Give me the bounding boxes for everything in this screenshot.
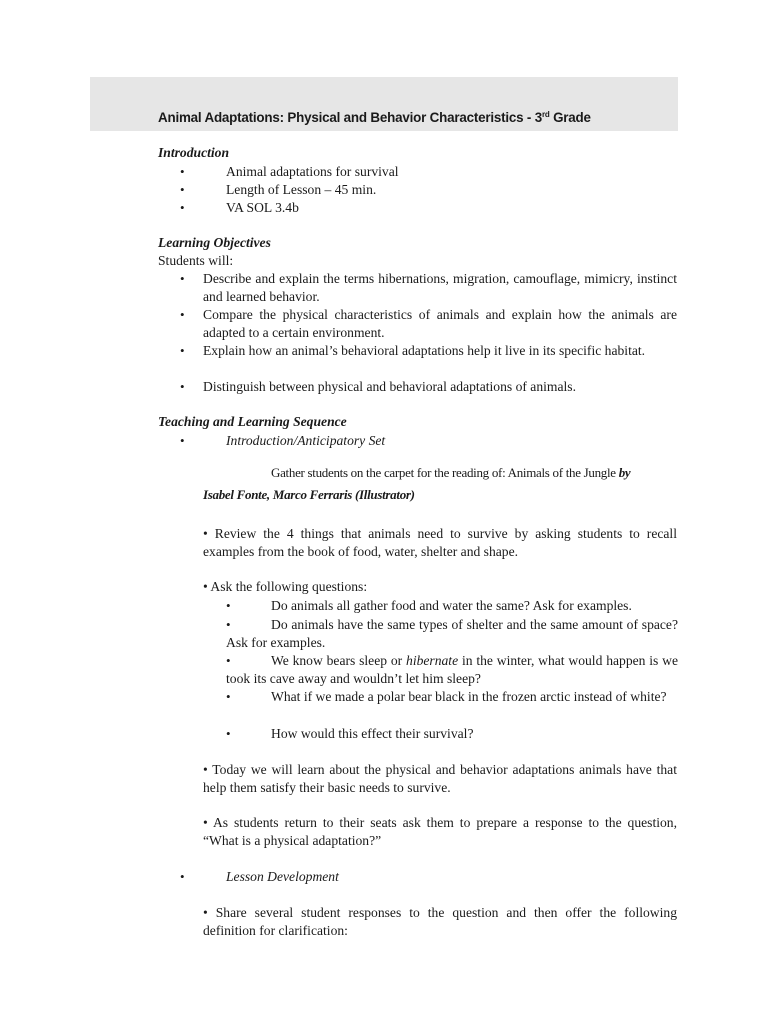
return-text: As students return to their seats ask them to prepare a response to the question, “What is a physical adaptation?” [203,815,677,848]
review-paragraph [203,525,677,561]
bullet-glyph: • [203,815,208,830]
objectives-lead: Students will: [158,253,234,268]
bullet-glyph: • [226,653,231,668]
bullet-glyph: • [180,343,185,358]
question-item [226,652,678,688]
objectives-heading: Learning Objectives [158,235,271,250]
intro-set-label: Introduction/Anticipatory Set [226,433,386,448]
question-item: Do animals all gather food and water the same? Ask for examples. [271,598,632,613]
objective-item: Distinguish between physical and behavioral adaptations of animals. [203,379,576,394]
today-text: Today we will learn about the physical and behavior adaptations animals have that help them satisfy their basic needs to survive. [203,762,677,795]
bullet-glyph: • [180,182,185,197]
bullet-glyph: • [226,689,231,704]
objective-item: Describe and explain the terms hibernations, migration, camouflage, mimicry, instinct and learned behavior. [203,271,677,304]
share-paragraph [203,904,677,940]
bullet-glyph: • [226,726,231,741]
bullet-glyph: • [203,526,208,541]
bullet-glyph: • [180,869,185,884]
bullet-glyph: • [180,271,185,286]
bullet-glyph: • [180,164,185,179]
today-paragraph [203,761,677,797]
bullet-glyph: • [226,617,231,632]
gather-authors: Isabel Fonte, Marco Ferraris (Illustrator) [203,487,415,502]
title-main: Animal Adaptations: Physical and Behavior Characteristics - 3 [158,110,542,125]
sequence-heading: Teaching and Learning Sequence [158,414,347,429]
ask-text: Ask the following questions: [210,579,368,594]
question-text: in the winter, what would happen is we took its cave away and wouldn’t let him sleep? [226,653,679,686]
question-item: Do animals have the same types of shelter and the same amount of space? Ask for examples. [226,617,678,650]
bullet-glyph: • [180,379,185,394]
intro-item: VA SOL 3.4b [226,200,299,215]
hibernate-term: hibernate [406,653,459,668]
bullet-glyph: • [180,307,185,322]
gather-by: by [618,465,631,480]
bullet-glyph: • [203,905,208,920]
bullet-glyph: • [203,579,208,594]
lesson-development-label: Lesson Development [226,869,339,884]
ask-paragraph [203,578,367,596]
bullet-glyph: • [226,598,231,613]
review-text: Review the 4 things that animals need to survive by asking students to recall examples from the book of food, water, shelter and shape. [203,526,677,559]
gather-text-main: Gather students on the carpet for the reading of: Animals of the Jungle [271,465,619,480]
title-tail: Grade [549,110,591,125]
document-title [158,109,591,126]
bullet-glyph: • [180,433,185,448]
gather-text [271,464,630,482]
intro-item: Length of Lesson – 45 min. [226,182,377,197]
return-paragraph [203,814,677,850]
objective-item: Compare the physical characteristics of animals and explain how the animals are adapted to a certain environment. [203,307,677,340]
question-text: We know bears sleep or [271,653,407,668]
objective-item: Explain how an animal’s behavioral adaptations help it live in its specific habitat. [203,343,646,358]
bullet-glyph: • [203,762,208,777]
question-item: What if we made a polar bear black in the frozen arctic instead of white? [271,689,667,704]
intro-item: Animal adaptations for survival [226,164,399,179]
bullet-glyph: • [180,200,185,215]
question-item: How would this effect their survival? [271,726,474,741]
introduction-heading: Introduction [158,145,230,160]
title-superscript: rd [541,110,550,119]
share-text: Share several student responses to the question and then offer the following definition for clarification: [203,905,677,938]
